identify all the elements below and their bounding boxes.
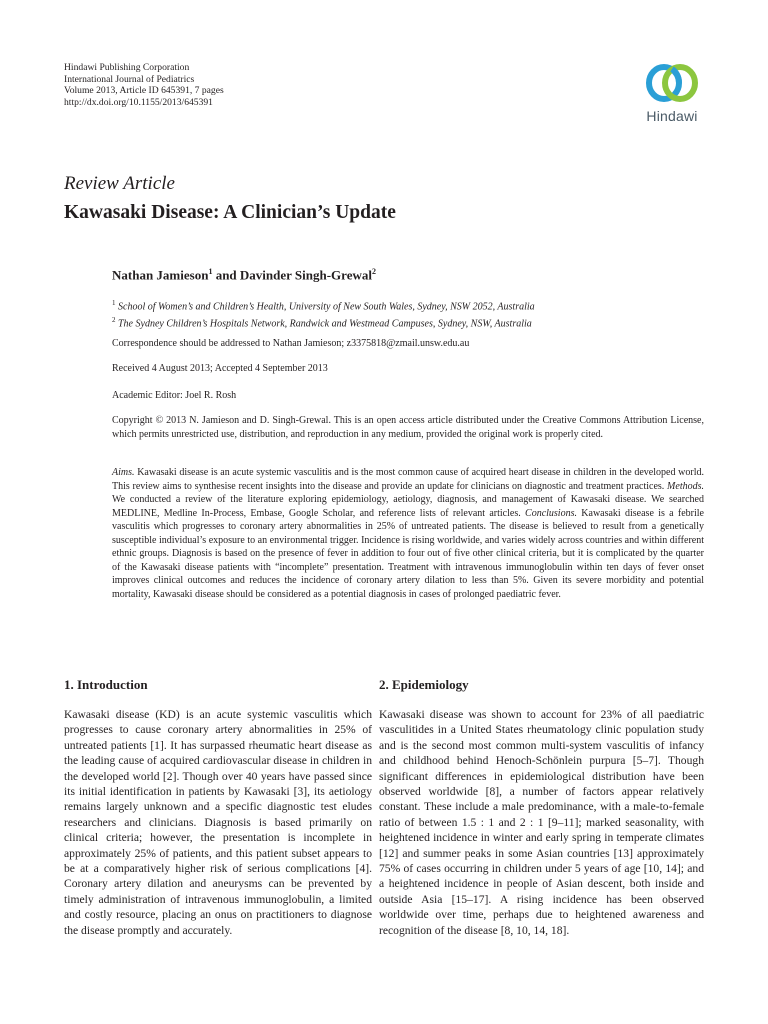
- abstract: [112, 466, 704, 601]
- abstract-conclusions-text: Kawasaki disease is a febrile vasculitis which progresses to coronary artery abnormalities in 25% of untreated patients. The disease is believed to result from a genetically susceptible individual’s exposure to an environmental trigger. Incidence is rising worldwide, and varies widely across countries and within different ethnic groups. Diagnosis is based on the presence of fever in addition to four out of five other clinical criteria, but it is complicated by the quarter of the Kawasaki disease patients with “incomplete” presentation. Treatment with intravenous immunoglobulin within ten days of fever onset improves clinical outcomes and reduces the incidence of coronary artery dilation to less than 5%. Given its severe morbidity and potential mortality, Kawasaki disease should be considered as a potential diagnosis in cases of prolonged paediatric fever.: [112, 507, 704, 600]
- affiliation-marker: 2: [371, 267, 376, 276]
- copyright-notice: Copyright © 2013 N. Jamieson and D. Singh-Grewal. This is an open access article distributed under the Creative Commons Attribution License, which permits unrestricted use, distribution, and reproduction in any medium, provided the original work is properly cited.: [112, 415, 704, 440]
- academic-editor: Academic Editor: Joel R. Rosh: [112, 390, 237, 401]
- journal-name: International Journal of Pediatrics: [64, 73, 195, 85]
- affiliation-line: [112, 314, 704, 331]
- logo-wordmark: Hindawi: [646, 108, 698, 124]
- hindawi-logo: [632, 60, 712, 124]
- author-conjunction: and: [212, 267, 240, 283]
- introduction-body: Kawasaki disease (KD) is an acute systemic vasculitis which progresses to cause coronary artery abnormalities in 25% of untreated patients [1]. It has surpassed rheumatic heart disease as the leading cause of acquired cardiovascular disease in children in the developed world [2]. Though over 40 years have passed since its initial identification in patients by Kawasaki [3], its aetiology remains largely unknown and a specific diagnostic test eludes researchers and clinicians. Diagnosis is based primarily on clinical criteria; however, the presentation is incomplete in approximately 25% of patients, and this patient subset appears to be at a comparatively higher risk of serious complications [4]. Coronary artery dilation and aneurysms can be prevented by timely administration of intravenous immunoglobulin, a limited and costly resource, placing an onus on practitioners to diagnose the disease promptly and accurately.: [64, 708, 372, 937]
- author-name[interactable]: Nathan Jamieson: [112, 267, 209, 283]
- introduction-heading: 1. Introduction: [64, 677, 148, 692]
- author-list: [112, 267, 376, 283]
- affiliations: [112, 297, 704, 331]
- affiliation-marker: 1: [112, 299, 116, 307]
- epidemiology-heading: 2. Epidemiology: [379, 677, 469, 692]
- correspondence: Correspondence should be addressed to Nathan Jamieson; z3375818@zmail.unsw.edu.au: [112, 338, 470, 349]
- abstract-conclusions-label: Conclusions.: [525, 507, 577, 519]
- hindawi-rings-icon: [643, 60, 701, 106]
- abstract-methods-text: We conducted a review of the literature exploring epidemiology, aetiology, diagnosis, and management of Kawasaki disease. We searched MEDLINE, Medline In-Process, Embase, Google Scholar, and reference lists of relevant articles.: [112, 494, 704, 519]
- epidemiology-body: Kawasaki disease was shown to account for 23% of all paediatric vasculitides in a United States rheumatology clinic population study and is the second most common multi-system vasculitis of infancy and childhood behind Henoch-Schönlein purpura [5–7]. Though significant differences in epidemiological distribution have been observed worldwide [8], a number of factors appear relatively constant. These include a male predominance, with a male-to-female ratio of between 1.5 : 1 and 2 : 1 [9–11]; marked seasonality, with heightened incidence in winter and early spring in temperate climates [12] and summer peaks in some Asian countries [13] approximately 75% of cases occurring in children under 5 years of age [10, 14]; and a heightened incidence in people of Asian descent, both inside and outside Asia [15–17]. A rising incidence has been observed worldwide over time, perhaps due to heightened awareness and recognition of the disease [8, 10, 14, 18].: [379, 708, 704, 937]
- article-title: Kawasaki Disease: A Clinician’s Update: [64, 202, 396, 223]
- article-type: Review Article: [64, 173, 175, 194]
- publisher-name: Hindawi Publishing Corporation: [64, 62, 190, 73]
- abstract-methods-label: Methods.: [667, 480, 704, 492]
- volume-info: Volume 2013, Article ID 645391, 7 pages: [64, 85, 224, 97]
- abstract-aims-text: Kawasaki disease is an acute systemic vasculitis and is the most common cause of acquired heart disease in children in the developed world. This review aims to synthesise recent insights into the disease and provide an update for clinicians on diagnostic and treatment practices.: [112, 467, 704, 492]
- affiliation-text: The Sydney Children’s Hospitals Network, Randwick and Westmead Campuses, Sydney, NSW, Australia: [115, 318, 532, 330]
- doi-link[interactable]: http://dx.doi.org/10.1155/2013/645391: [64, 96, 213, 108]
- affiliation-line: [112, 297, 704, 314]
- abstract-aims-label: Aims.: [112, 467, 135, 478]
- author-name[interactable]: Davinder Singh-Grewal: [239, 267, 372, 283]
- affiliation-marker: 1: [208, 267, 213, 276]
- received-dates: Received 4 August 2013; Accepted 4 September 2013: [112, 363, 328, 374]
- publication-info: [64, 62, 224, 108]
- affiliation-text: School of Women’s and Children’s Health, University of New South Wales, Sydney, NSW 2052, Australia: [115, 301, 535, 313]
- affiliation-marker: 2: [112, 315, 116, 324]
